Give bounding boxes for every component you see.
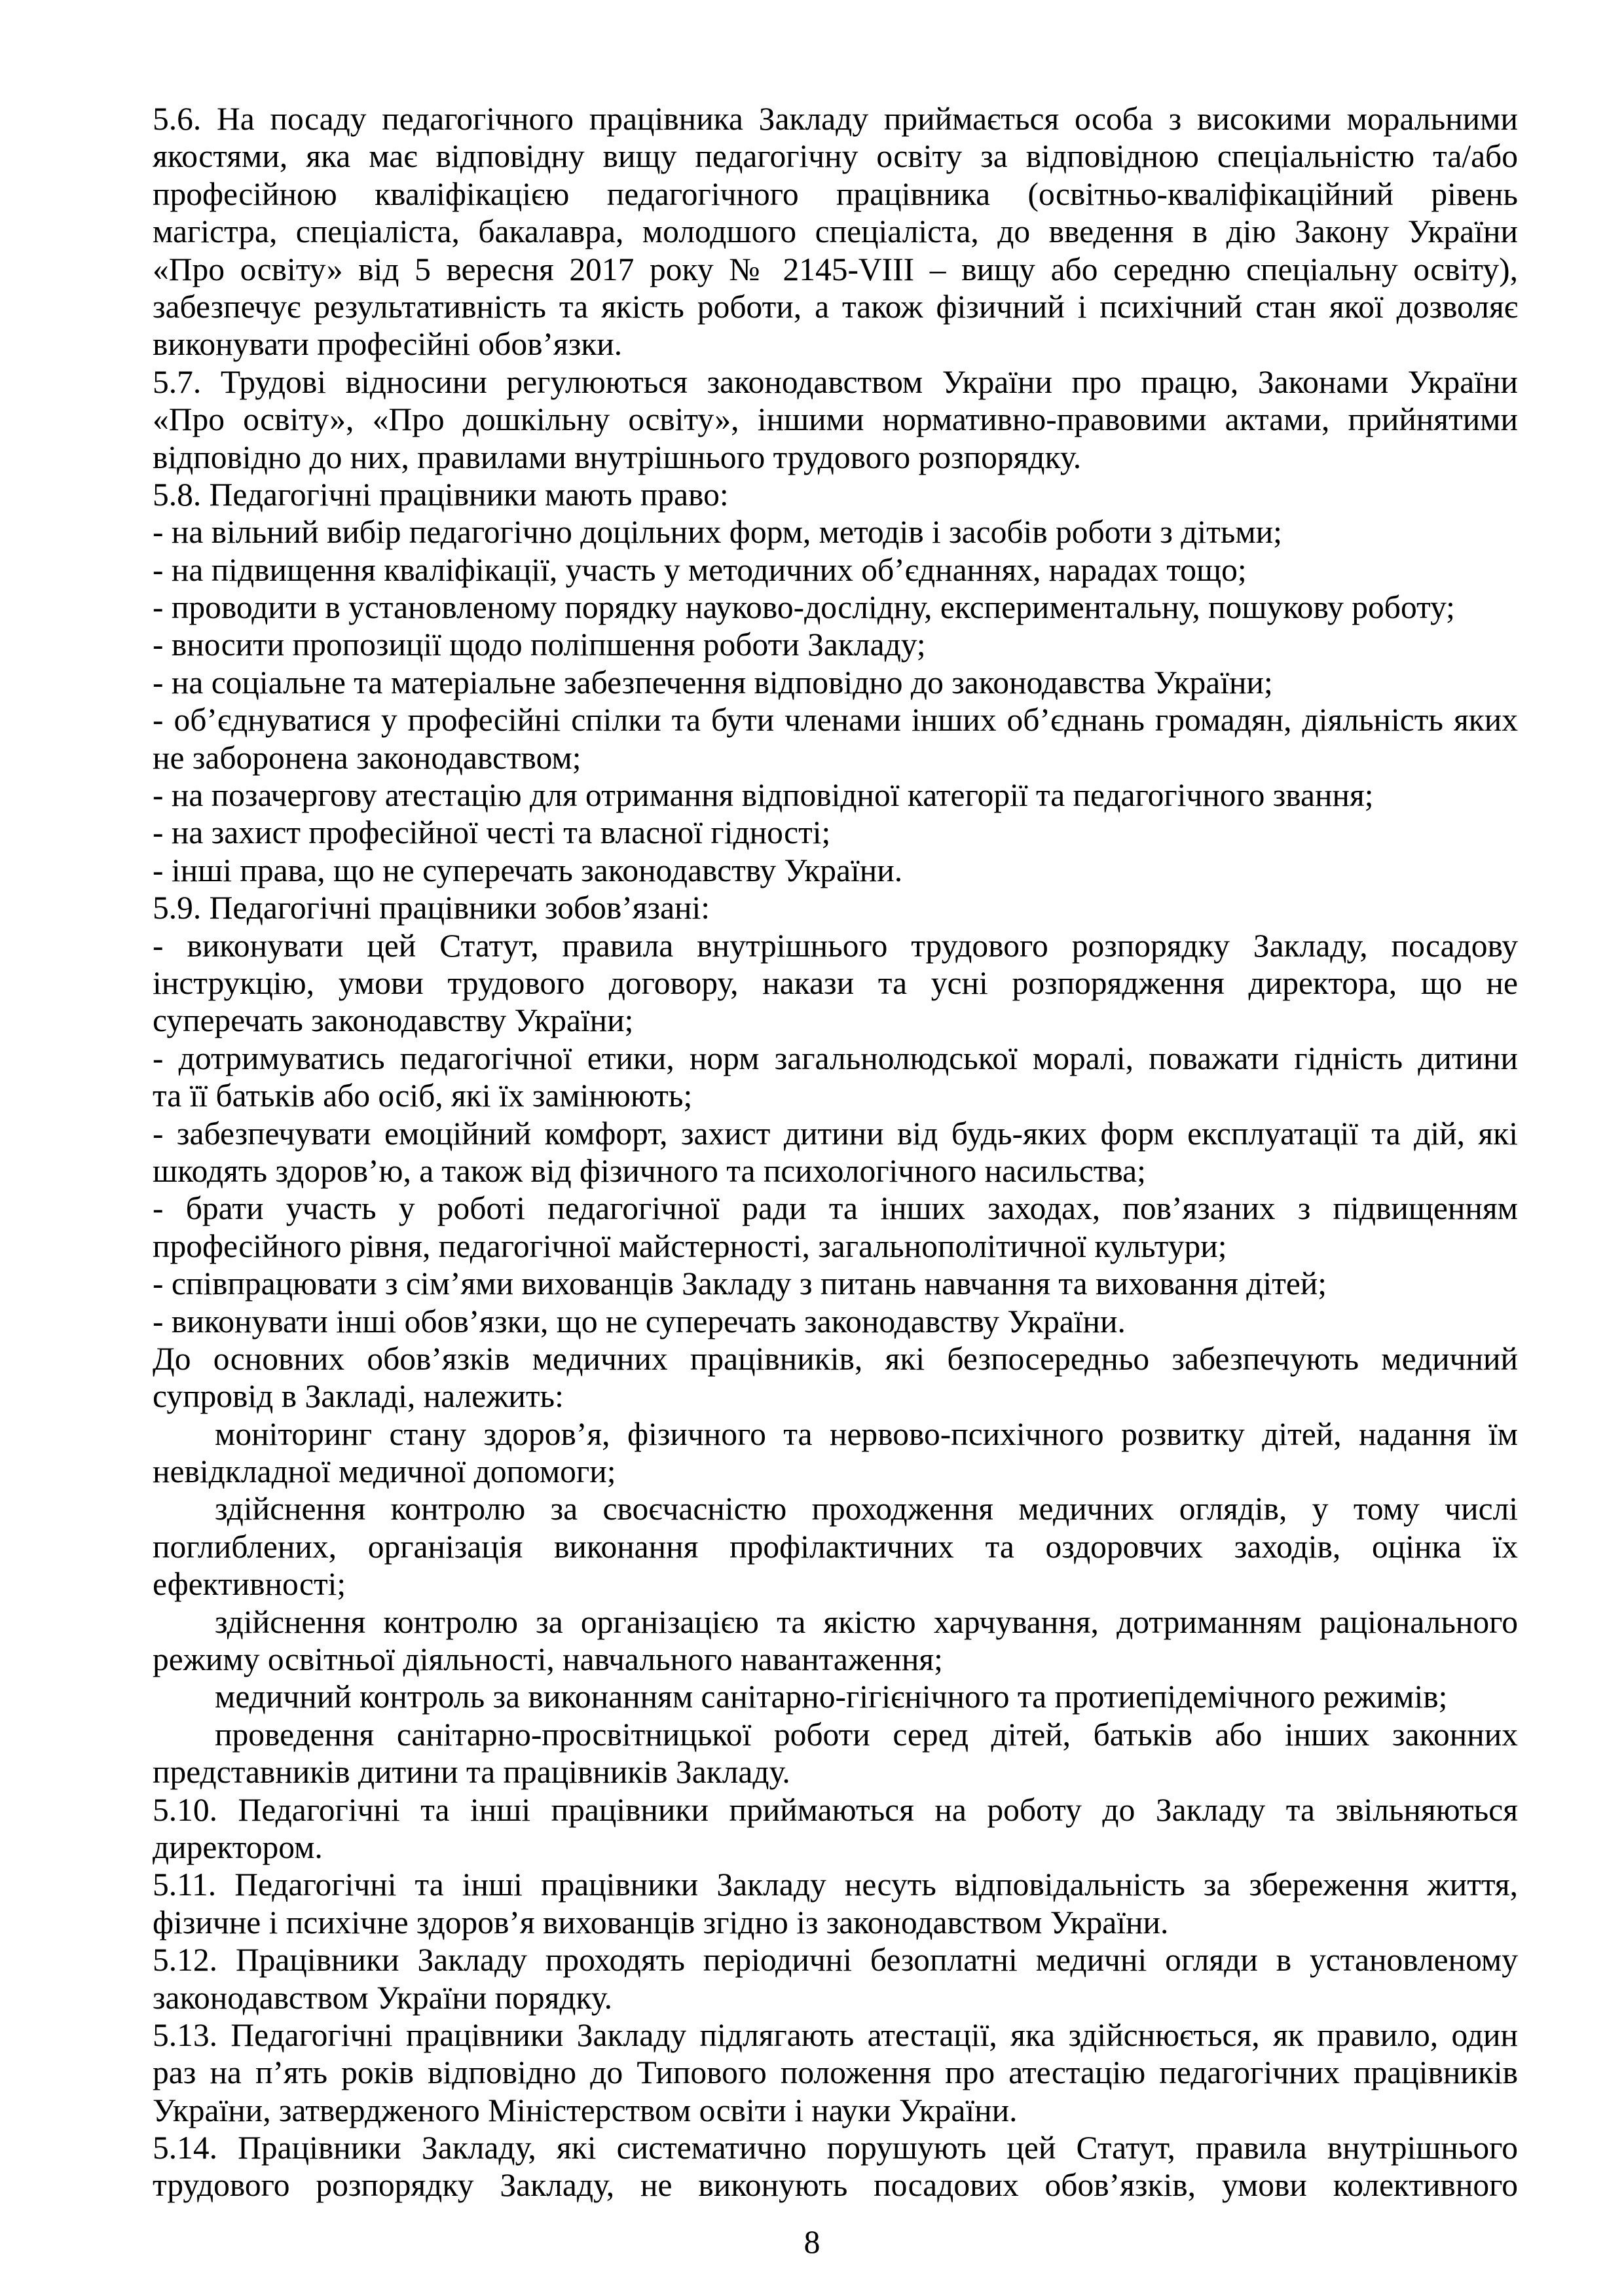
text-line: магістра, спеціаліста, бакалавра, молодшого спеціаліста, до введення в дію Закону України bbox=[153, 213, 1518, 250]
text-line: раз на п’ять років відповідно до Типового положення про атестацію педагогічних працівників bbox=[153, 2054, 1518, 2091]
text-line: професійного рівня, педагогічної майстерності, загальнополітичної культури; bbox=[153, 1228, 1227, 1264]
text-line: - співпрацювати з сім’ями вихованців Закладу з питань навчання та виховання дітей; bbox=[153, 1266, 1327, 1302]
text-line: представників дитини та працівників Закладу. bbox=[153, 1754, 790, 1791]
text-line: До основних обов’язків медичних працівників, які безпосередньо забезпечують медичний bbox=[153, 1340, 1518, 1377]
text-line: 5.8. Педагогічні працівники мають право: bbox=[153, 476, 729, 513]
text-line: моніторинг стану здоров’я, фізичного та нервово-психічного розвитку дітей, надання їм bbox=[215, 1415, 1518, 1452]
text-line: - дотримуватись педагогічної етики, норм загальнолюдської моралі, поважати гідність дитини bbox=[153, 1040, 1518, 1076]
text-line: виконувати професійні обов’язки. bbox=[153, 326, 623, 363]
paragraph-5-9-b bbox=[153, 1040, 1518, 1115]
text-line: - об’єднуватися у професійні спілки та бути членами інших об’єднань громадян, діяльність яких bbox=[153, 702, 1518, 738]
paragraph-medical-4 bbox=[153, 1678, 1518, 1715]
text-line: відповідно до них, правилами внутрішнього трудового розпорядку. bbox=[153, 439, 1082, 475]
paragraph-5-8-i bbox=[153, 852, 1518, 889]
paragraph-5-13 bbox=[153, 2016, 1518, 2129]
page-number: 8 bbox=[803, 2224, 821, 2260]
text-line: - на захист професійної честі та власної гідності; bbox=[153, 814, 831, 851]
text-line: - проводити в установленому порядку науково-дослідну, експериментальну, пошукову роботу; bbox=[153, 589, 1455, 626]
text-line: не заборонена законодавством; bbox=[153, 739, 581, 776]
text-line: медичний контроль за виконанням санітарно-гігієнічного та протиепідемічного режимів; bbox=[215, 1679, 1448, 1715]
paragraph-5-8-g bbox=[153, 776, 1518, 814]
text-line: інструкцію, умови трудового договору, накази та усні розпорядження директора, що не bbox=[153, 964, 1518, 1001]
text-line: - забезпечувати емоційний комфорт, захист дитини від будь-яких форм експлуатації та дій, які bbox=[153, 1115, 1518, 1152]
text-line: 5.7. Трудові відносини регулюються законодавством України про працю, Законами України bbox=[153, 363, 1518, 400]
paragraph-5-8-h bbox=[153, 814, 1518, 851]
paragraph-medical-3 bbox=[153, 1603, 1518, 1679]
paragraph-5-8-f bbox=[153, 701, 1518, 776]
text-line: суперечать законодавству України; bbox=[153, 1002, 634, 1039]
text-line: законодавством України порядку. bbox=[153, 1979, 613, 2016]
text-line: фізичне і психічне здоров’я вихованців згідно із законодавством України. bbox=[153, 1904, 1169, 1941]
paragraph-5-9-c bbox=[153, 1115, 1518, 1190]
text-line: ефективності; bbox=[153, 1566, 346, 1603]
text-line: - брати участь у роботі педагогічної ради та інших заходах, пов’язаних з підвищенням bbox=[153, 1190, 1518, 1227]
text-line: якостями, яка має відповідну вищу педагогічну освіту за відповідною спеціальністю та/або bbox=[153, 138, 1518, 175]
text-line: - інші права, що не суперечать законодавству України. bbox=[153, 852, 903, 888]
paragraph-5-9-f bbox=[153, 1303, 1518, 1340]
paragraph-5-14 bbox=[153, 2129, 1518, 2204]
text-line: «Про освіту», «Про дошкільну освіту», іншими нормативно-правовими актами, прийнятими bbox=[153, 401, 1518, 438]
document-body bbox=[153, 100, 1518, 2204]
text-line: 5.14. Працівники Закладу, які систематично порушують цей Статут, правила внутрішнього bbox=[153, 2130, 1518, 2166]
text-line: 5.12. Працівники Закладу проходять періодичні безоплатні медичні огляди в установленому bbox=[153, 1942, 1518, 1978]
text-line: - виконувати цей Статут, правила внутрішнього трудового розпорядку Закладу, посадову bbox=[153, 927, 1518, 964]
paragraph-5-12 bbox=[153, 1941, 1518, 2016]
paragraph-5-9-a bbox=[153, 927, 1518, 1040]
text-line: - на вільний вибір педагогічно доцільних форм, методів і засобів роботи з дітьми; bbox=[153, 514, 1282, 551]
text-line: - виконувати інші обов’язки, що не суперечать законодавству України. bbox=[153, 1303, 1126, 1339]
text-line: 5.11. Педагогічні та інші працівники Закладу несуть відповідальність за збереження життя, bbox=[153, 1867, 1518, 1903]
paragraph-5-8-b bbox=[153, 551, 1518, 589]
text-line: трудового розпорядку Закладу, не виконують посадових обов’язків, умови колективного bbox=[153, 2167, 1518, 2204]
text-line: директором. bbox=[153, 1829, 323, 1865]
text-line: режиму освітньої діяльності, навчального навантаження; bbox=[153, 1641, 943, 1678]
text-line: проведення санітарно-просвітницької роботи серед дітей, батьків або інших законних bbox=[215, 1716, 1518, 1753]
text-line: 5.6. На посаду педагогічного працівника Закладу приймається особа з високими моральними bbox=[153, 101, 1518, 137]
paragraph-5-7 bbox=[153, 363, 1518, 476]
paragraph-5-8-e bbox=[153, 664, 1518, 701]
text-line: - на соціальне та матеріальне забезпечення відповідно до законодавства України; bbox=[153, 664, 1273, 701]
paragraph-5-10 bbox=[153, 1791, 1518, 1867]
text-line: - на позачергову атестацію для отримання відповідної категорії та педагогічного звання; bbox=[153, 777, 1374, 814]
text-line: - на підвищення кваліфікації, участь у методичних об’єднаннях, нарадах тощо; bbox=[153, 551, 1247, 588]
text-line: шкодять здоров’ю, а також від фізичного та психологічного насильства; bbox=[153, 1152, 1146, 1189]
text-line: здійснення контролю за своєчасністю проходження медичних оглядів, у тому числі bbox=[215, 1491, 1518, 1527]
paragraph-5-8 bbox=[153, 476, 1518, 513]
text-line: здійснення контролю за організацією та якістю харчування, дотриманням раціонального bbox=[215, 1603, 1518, 1640]
text-line: «Про освіту» від 5 вересня 2017 року № 2145-VIII – вищу або середню спеціальну освіту), bbox=[153, 251, 1518, 287]
text-line: невідкладної медичної допомоги; bbox=[153, 1453, 616, 1490]
paragraph-5-6 bbox=[153, 100, 1518, 363]
text-line: та її батьків або осіб, які їх замінюють; bbox=[153, 1078, 693, 1114]
paragraph-medical-5 bbox=[153, 1716, 1518, 1791]
text-line: супровід в Закладі, належить: bbox=[153, 1378, 564, 1415]
paragraph-5-9-e bbox=[153, 1265, 1518, 1302]
paragraph-5-8-c bbox=[153, 589, 1518, 626]
paragraph-5-9 bbox=[153, 889, 1518, 926]
text-line: професійною кваліфікацією педагогічного працівника (освітньо-кваліфікаційний рівень bbox=[153, 175, 1518, 212]
text-line: 5.9. Педагогічні працівники зобов’язані: bbox=[153, 890, 710, 926]
paragraph-5-9-d bbox=[153, 1190, 1518, 1265]
paragraph-5-11 bbox=[153, 1866, 1518, 1941]
paragraph-5-8-a bbox=[153, 513, 1518, 551]
text-line: 5.13. Педагогічні працівники Закладу підлягають атестації, яка здійснюється, як правило, один bbox=[153, 2016, 1518, 2053]
paragraph-5-8-d bbox=[153, 626, 1518, 663]
text-line: - вносити пропозиції щодо поліпшення роботи Закладу; bbox=[153, 627, 926, 663]
paragraph-medical-1 bbox=[153, 1415, 1518, 1491]
text-line: 5.10. Педагогічні та інші працівники приймаються на роботу до Закладу та звільняються bbox=[153, 1791, 1518, 1828]
text-line: України, затвердженого Міністерством освіти і науки України. bbox=[153, 2092, 1018, 2128]
paragraph-medical-intro bbox=[153, 1340, 1518, 1415]
text-line: забезпечує результативність та якість роботи, а також фізичний і психічний стан якої дозволяє bbox=[153, 288, 1518, 325]
paragraph-medical-2 bbox=[153, 1490, 1518, 1603]
text-line: поглиблених, організація виконання профілактичних та оздоровчих заходів, оцінка їх bbox=[153, 1528, 1518, 1565]
